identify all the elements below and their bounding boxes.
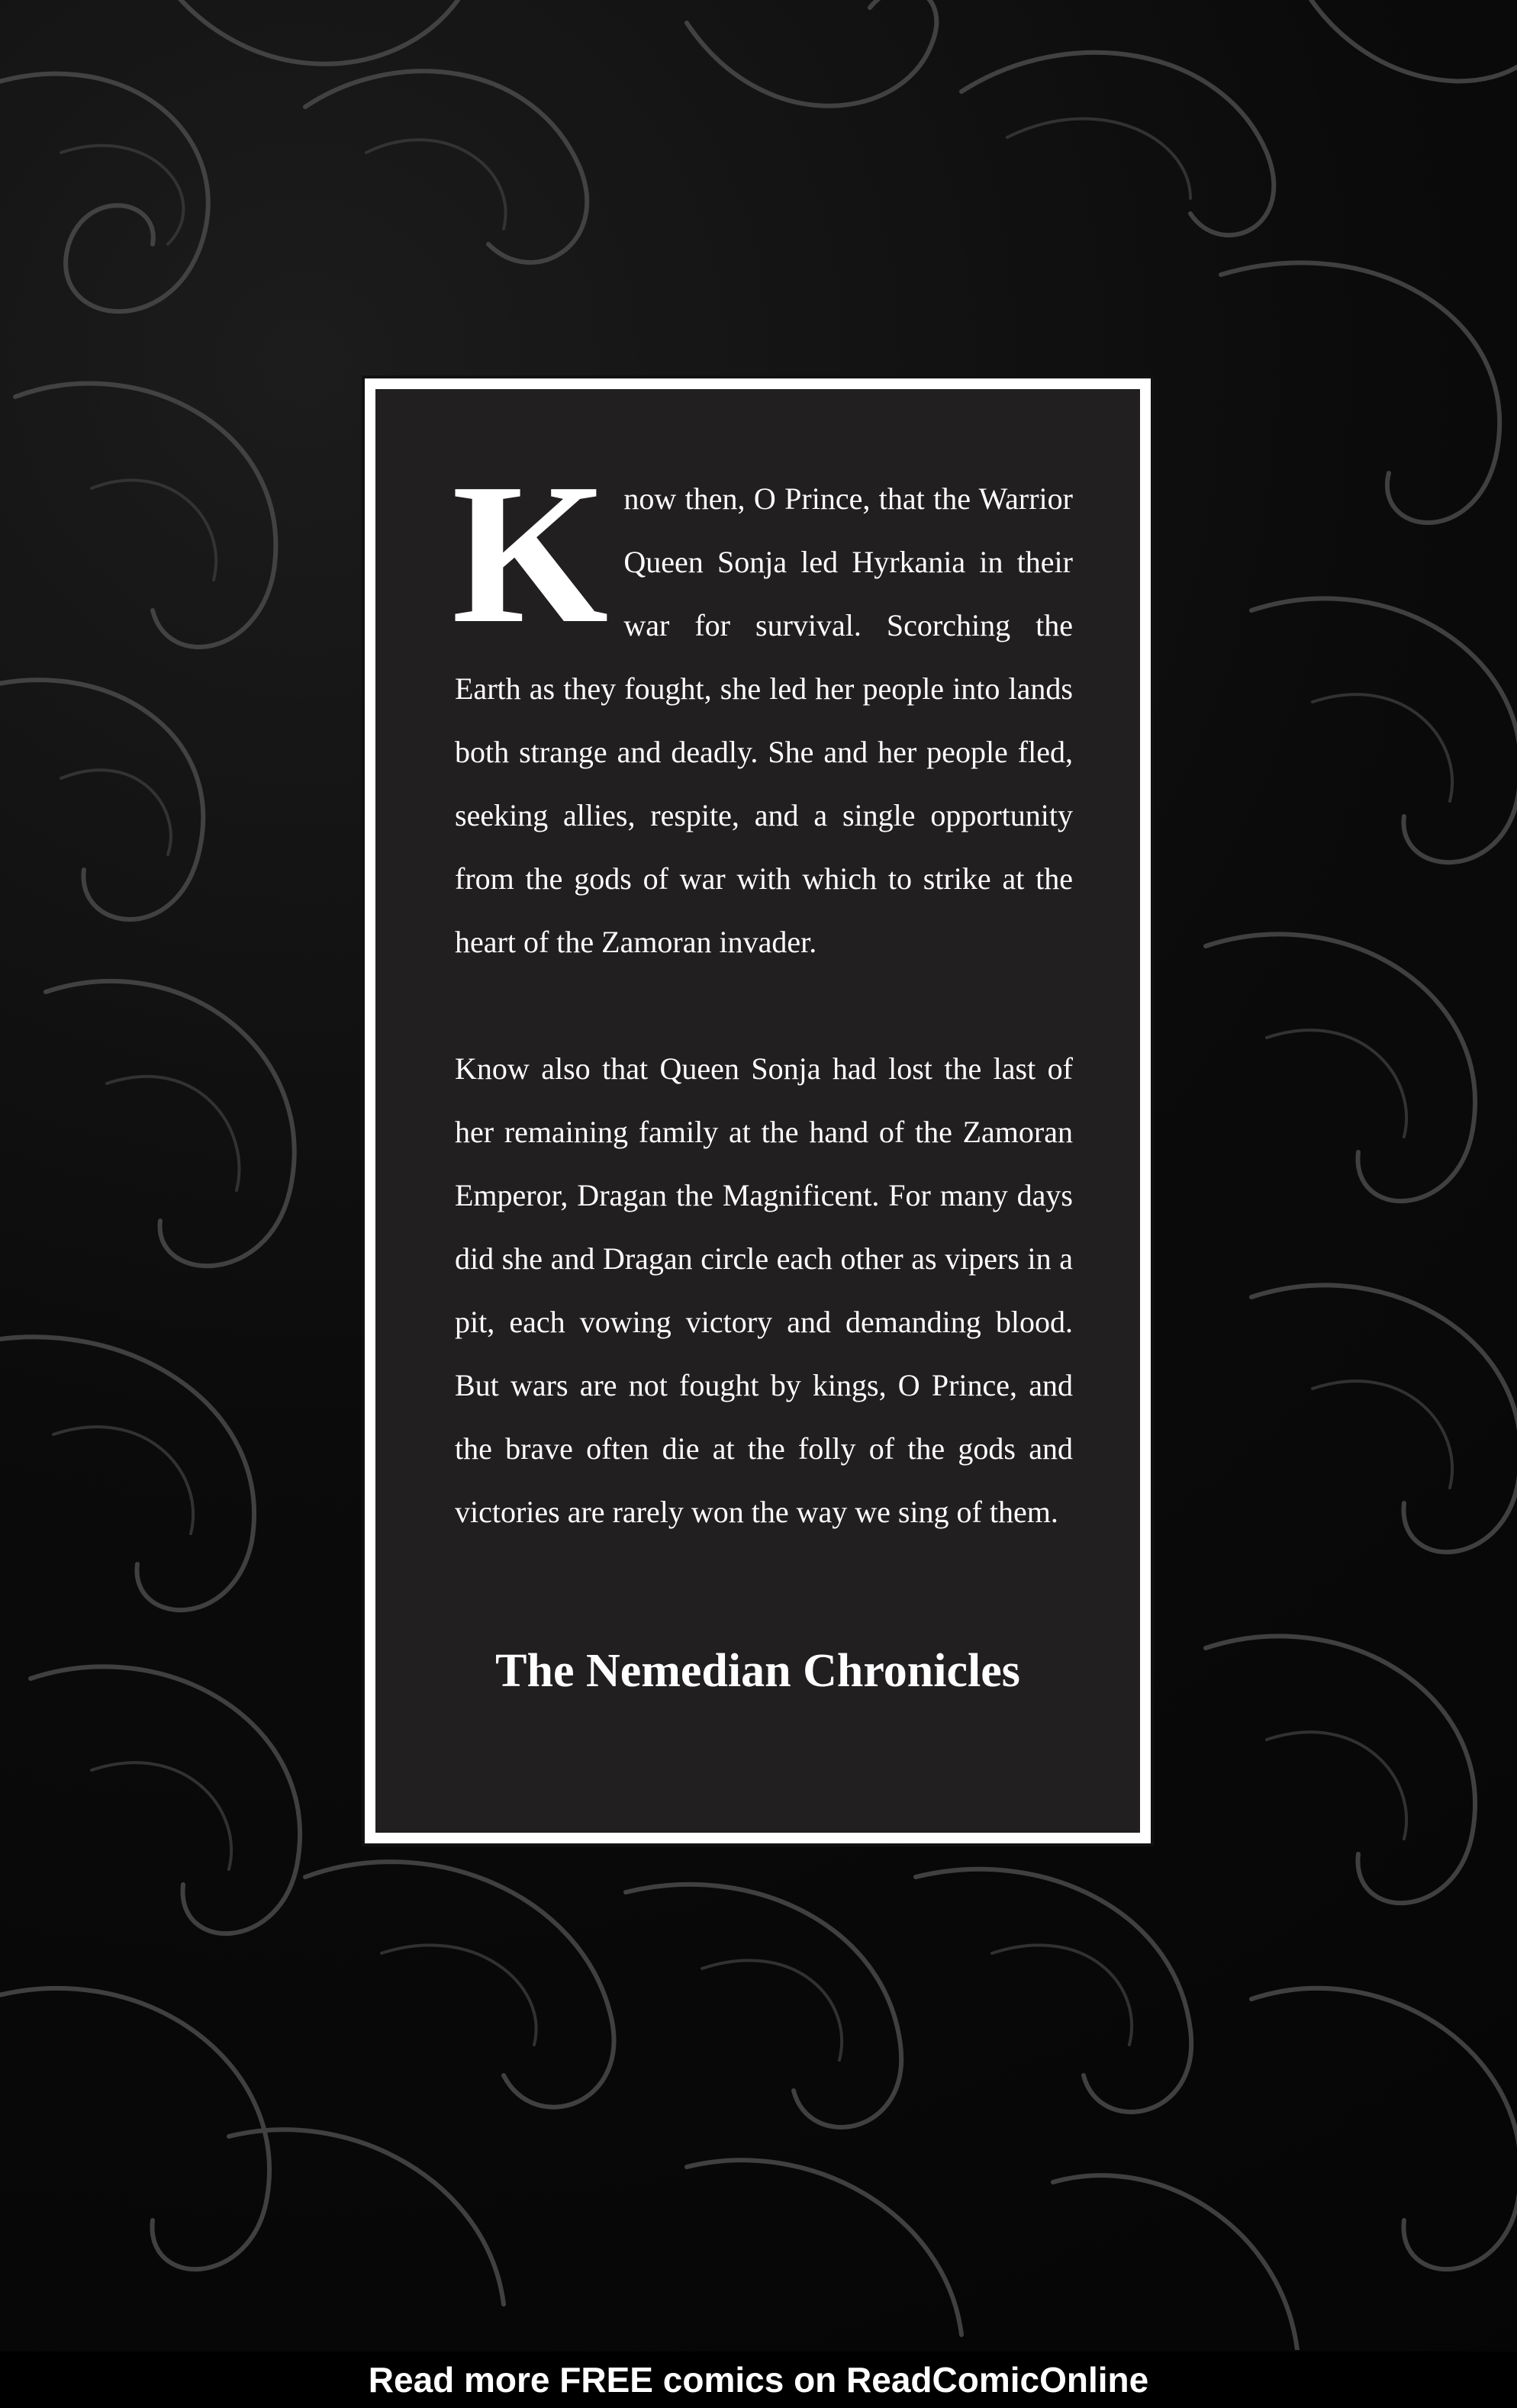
narration-text <box>452 443 1073 1544</box>
paragraph-1 <box>452 443 1073 974</box>
paragraph-2: Know also that Queen Sonja had lost the last of her remaining family at the hand of the Zamoran Emperor, Dragan the Magnificent. For many days did she and Dragan circle each other as vipers in a pit, each vowing victory and demanding blood. But wars are not fought by kings, O Prince, and the brave often die at the folly of the gods and victories are rarely won the way we sing of them. <box>455 1051 1073 1529</box>
narration-box <box>365 378 1151 1843</box>
signature: The Nemedian Chronicles <box>495 1645 1020 1697</box>
footer-banner: Read more FREE comics on ReadComicOnline <box>0 2352 1517 2408</box>
drop-cap: K <box>452 443 609 665</box>
paragraph-1-text: now then, O Prince, that the Warrior Queen Sonja led Hyrkania in their war for survival. Scorching the Earth as they fought, she led her people into lands both strange and deadly. She and her people fled, seeking allies, respite, and a single opportunity from the gods of war with which to strike at the heart of the Zamoran invader. <box>455 481 1073 959</box>
